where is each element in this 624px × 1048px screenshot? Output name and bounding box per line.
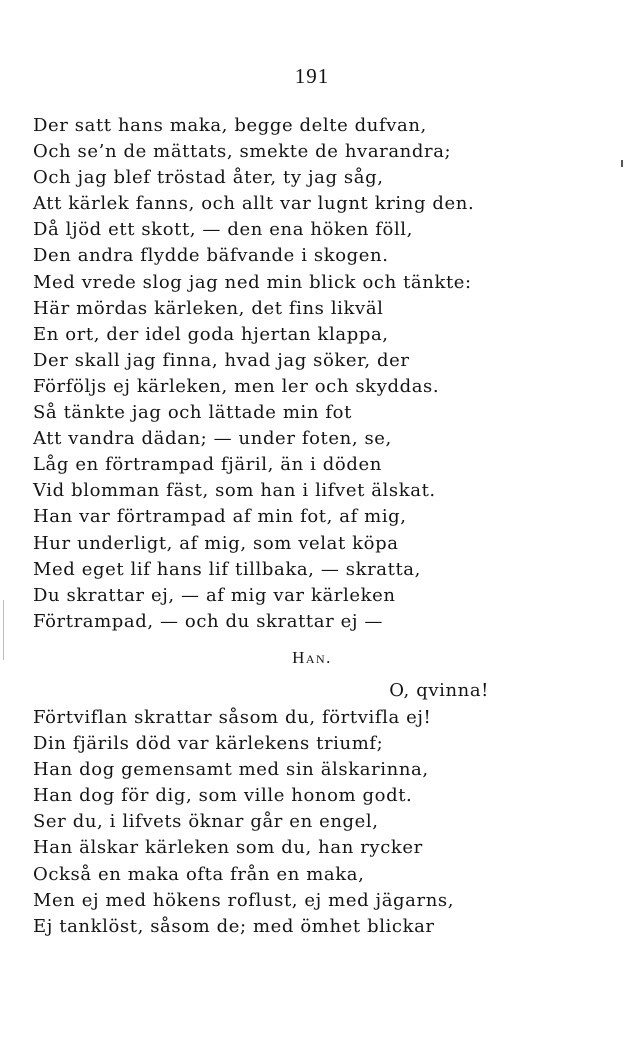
stanza-1 (33, 113, 474, 635)
verse-line: Och se’n de mättats, smekte de hvarandra; (33, 141, 452, 163)
verse-line: Han var förtrampad af min fot, af mig, (33, 506, 407, 528)
continuation-line: O, qvinna! (389, 680, 489, 701)
print-speck (621, 160, 623, 167)
verse-line: Der skall jag finna, hvad jag söker, der (33, 349, 410, 371)
verse-line: Han dog gemensamt med sin älskarinna, (33, 759, 429, 781)
verse-line: Också en maka ofta från en maka, (33, 863, 365, 885)
verse-line: Hur underligt, af mig, som velat köpa (33, 532, 399, 554)
speaker-heading: Han. (292, 648, 332, 667)
verse-line: Att vandra dädan; — under foten, se, (33, 428, 392, 450)
verse-line: Du skrattar ej, — af mig var kärleken (33, 584, 396, 606)
verse-line: Låg en förtrampad fjäril, än i döden (33, 454, 382, 476)
verse-line: Den andra flydde bäfvande i skogen. (33, 245, 389, 267)
print-speck (3, 600, 4, 660)
page-number: 191 (294, 64, 330, 88)
verse-line: Ser du, i lifvets öknar går en engel, (33, 811, 379, 833)
verse-line: Här mördas kärleken, det fins likväl (33, 297, 384, 319)
verse-line: Så tänkte jag och lättade min fot (33, 402, 352, 424)
stanza-2 (33, 705, 454, 940)
verse-line: Vid blomman fäst, som han i lifvet älskat. (33, 480, 436, 502)
verse-line: Din fjärils död var kärlekens triumf; (33, 733, 384, 755)
verse-line: Förtviflan skrattar såsom du, förtvifla ej! (33, 707, 432, 728)
verse-line: Och jag blef tröstad åter, ty jag såg, (33, 167, 384, 189)
verse-line: Att kärlek fanns, och allt var lugnt kring den. (33, 193, 475, 215)
verse-line: Ej tanklöst, såsom de; med ömhet blickar (33, 915, 435, 937)
verse-line: Förtrampad, — och du skrattar ej — (33, 610, 383, 632)
verse-line: Han dog för dig, som ville honom godt. (33, 785, 413, 807)
verse-line: Han älskar kärleken som du, han rycker (33, 837, 423, 859)
verse-line: Men ej med hökens roflust, ej med jägarns, (33, 889, 455, 911)
verse-line: En ort, der idel goda hjertan klappa, (33, 323, 389, 345)
verse-line: Der satt hans maka, begge delte dufvan, (33, 115, 427, 136)
verse-line: Förföljs ej kärleken, men ler och skyddas. (33, 375, 440, 397)
verse-line: Med eget lif hans lif tillbaka, — skratta, (33, 558, 421, 580)
verse-line: Med vrede slog jag ned min blick och tänkte: (33, 271, 472, 293)
verse-line: Då ljöd ett skott, — den ena höken föll, (33, 219, 413, 241)
